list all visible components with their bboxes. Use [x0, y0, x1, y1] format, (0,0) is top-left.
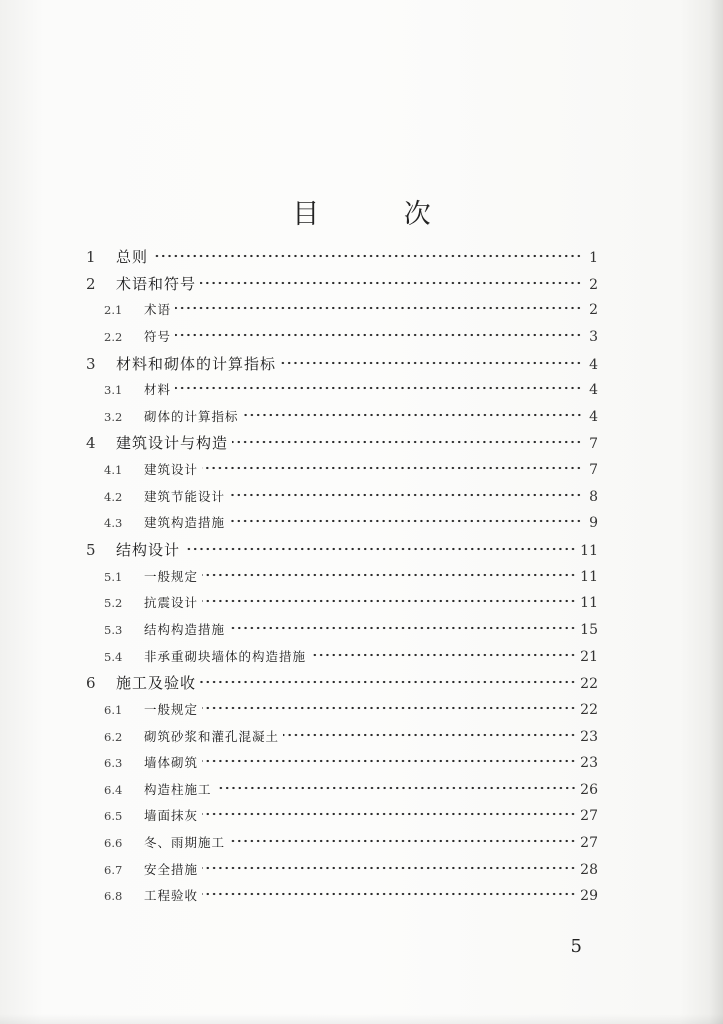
dot-leader: [202, 759, 576, 763]
toc-entry-number: 2: [86, 274, 96, 293]
toc-entry-label: 建筑设计与构造: [116, 434, 229, 453]
toc-entry-number: 4.2: [104, 489, 123, 504]
dot-leader: [280, 361, 582, 365]
toc-entry-label: 墙面抹灰: [144, 808, 199, 824]
toc-entry-page-number: 22: [580, 676, 598, 693]
toc-section-entry: [86, 883, 598, 910]
toc-entry-page-number: 23: [580, 728, 598, 745]
dot-leader: [202, 706, 576, 710]
toc-entry-page-number: 11: [580, 543, 598, 560]
toc-entry-label: 一般规定: [144, 701, 199, 717]
toc-entry-label: 安全措施: [144, 861, 199, 877]
toc-entry-label: 一般规定: [144, 568, 199, 584]
toc-section-entry: [86, 830, 598, 857]
toc-entry-label: 施工及验收: [116, 674, 197, 693]
table-of-contents: [86, 244, 598, 910]
toc-entry-label: 建筑设计: [144, 462, 199, 478]
toc-chapter-entry: [86, 430, 598, 457]
toc-entry-label: 墙体砌筑: [144, 755, 199, 771]
toc-entry-label: 建筑构造措施: [144, 515, 226, 531]
toc-entry-number: 4: [86, 434, 96, 453]
toc-entry-page-number: 28: [580, 861, 598, 878]
toc-entry-label: 结构设计: [116, 541, 181, 560]
page-edge-shadow-right: [709, 0, 723, 1024]
toc-section-entry: [86, 564, 598, 591]
toc-entry-label: 总则: [116, 248, 149, 266]
dot-leader: [310, 653, 576, 657]
dot-leader: [202, 599, 576, 603]
toc-entry-label: 结构构造措施: [144, 621, 226, 637]
toc-entry-number: 5.3: [104, 622, 123, 637]
toc-entry-page-number: 4: [589, 356, 598, 373]
dot-leader: [175, 306, 582, 310]
dot-leader: [243, 413, 582, 417]
toc-chapter-entry: [86, 244, 598, 271]
toc-entry-page-number: 9: [589, 515, 598, 532]
toc-section-entry: [86, 697, 598, 724]
toc-entry-number: 3: [86, 354, 96, 373]
toc-section-entry: [86, 377, 598, 404]
toc-entry-number: 6.3: [104, 756, 123, 771]
dot-leader: [229, 493, 582, 497]
toc-section-entry: [86, 457, 598, 484]
toc-entry-number: 5.4: [104, 649, 123, 664]
toc-entry-label: 工程验收: [144, 888, 199, 904]
toc-entry-number: 2.2: [104, 329, 123, 344]
toc-section-entry: [86, 484, 598, 511]
toc-section-entry: [86, 644, 598, 671]
dot-leader: [200, 281, 582, 285]
toc-entry-number: 6.2: [104, 729, 123, 744]
toc-entry-number: 5.2: [104, 596, 123, 611]
toc-section-entry: [86, 750, 598, 777]
toc-section-entry: [86, 777, 598, 804]
toc-entry-label: 建筑节能设计: [144, 488, 226, 504]
toc-section-entry: [86, 590, 598, 617]
toc-entry-page-number: 2: [589, 302, 598, 319]
dot-leader: [202, 892, 576, 896]
toc-entry-page-number: 2: [589, 276, 598, 293]
toc-entry-page-number: 21: [580, 648, 598, 665]
page-edge-shadow-bottom: [0, 1014, 723, 1024]
toc-title: 目 次: [292, 199, 469, 231]
toc-entry-page-number: 4: [589, 382, 598, 399]
dot-leader: [202, 812, 576, 816]
toc-entry-label: 砌体的计算指标: [144, 408, 239, 424]
toc-entry-label: 冬、雨期施工: [144, 835, 226, 851]
dot-leader: [200, 680, 576, 684]
dot-leader: [216, 786, 577, 790]
toc-entry-number: 6.8: [104, 889, 123, 904]
dot-leader: [229, 519, 582, 523]
toc-entry-page-number: 27: [580, 835, 598, 852]
toc-entry-page-number: 15: [580, 621, 598, 638]
toc-entry-number: 5.1: [104, 569, 123, 584]
dot-leader: [152, 254, 582, 258]
toc-entry-number: 3.1: [104, 383, 123, 398]
toc-entry-number: 5: [86, 541, 96, 560]
toc-section-entry: [86, 297, 598, 324]
toc-entry-label: 材料: [144, 382, 172, 398]
toc-entry-page-number: 22: [580, 701, 598, 718]
dot-leader: [202, 866, 576, 870]
toc-section-entry: [86, 324, 598, 351]
toc-entry-number: 3.2: [104, 409, 123, 424]
toc-entry-label: 抗震设计: [144, 595, 199, 611]
toc-section-entry: [86, 803, 598, 830]
toc-entry-page-number: 29: [580, 888, 598, 905]
toc-entry-number: 6.6: [104, 836, 123, 851]
toc-entry-label: 非承重砌块墙体的构造措施: [144, 648, 307, 664]
page-number: 5: [570, 936, 582, 957]
toc-entry-page-number: 26: [580, 781, 598, 798]
toc-entry-label: 术语和符号: [116, 274, 197, 293]
toc-entry-number: 6.1: [104, 702, 123, 717]
toc-entry-label: 术语: [144, 302, 172, 318]
toc-entry-number: 2.1: [104, 303, 123, 318]
dot-leader: [283, 733, 576, 737]
dot-leader: [175, 333, 582, 337]
toc-section-entry: [86, 617, 598, 644]
toc-entry-number: 6.7: [104, 862, 123, 877]
toc-entry-label: 砌筑砂浆和灌孔混凝土: [144, 728, 280, 744]
toc-section-entry: [86, 857, 598, 884]
toc-entry-number: 6.4: [104, 782, 123, 797]
toc-section-entry: [86, 724, 598, 751]
toc-entry-page-number: 27: [580, 808, 598, 825]
dot-leader: [229, 839, 576, 843]
toc-entry-page-number: 3: [589, 328, 598, 345]
toc-entry-page-number: 1: [589, 250, 598, 266]
toc-entry-number: 4.1: [104, 463, 123, 478]
toc-entry-number: 6.5: [104, 809, 123, 824]
toc-entry-page-number: 8: [589, 488, 598, 505]
toc-entry-page-number: 7: [589, 436, 598, 453]
toc-entry-number: 4.3: [104, 516, 123, 531]
dot-leader: [175, 386, 582, 390]
toc-chapter-entry: [86, 271, 598, 298]
toc-entry-page-number: 11: [580, 595, 598, 612]
dot-leader: [202, 466, 582, 470]
toc-entry-label: 构造柱施工: [144, 781, 212, 797]
toc-entry-page-number: 23: [580, 755, 598, 772]
toc-chapter-entry: [86, 537, 598, 564]
toc-entry-page-number: 4: [589, 408, 598, 425]
toc-chapter-entry: [86, 351, 598, 378]
dot-leader: [202, 573, 576, 577]
dot-leader: [229, 626, 576, 630]
toc-entry-number: 6: [86, 674, 96, 693]
toc-entry-page-number: 11: [580, 568, 598, 585]
dot-leader: [232, 440, 582, 444]
toc-section-entry: [86, 510, 598, 537]
toc-entry-label: 符号: [144, 328, 172, 344]
toc-section-entry: [86, 404, 598, 431]
dot-leader: [184, 547, 576, 551]
toc-entry-number: 1: [86, 248, 96, 266]
toc-entry-page-number: 7: [589, 462, 598, 479]
toc-entry-label: 材料和砌体的计算指标: [116, 354, 277, 373]
toc-chapter-entry: [86, 670, 598, 697]
